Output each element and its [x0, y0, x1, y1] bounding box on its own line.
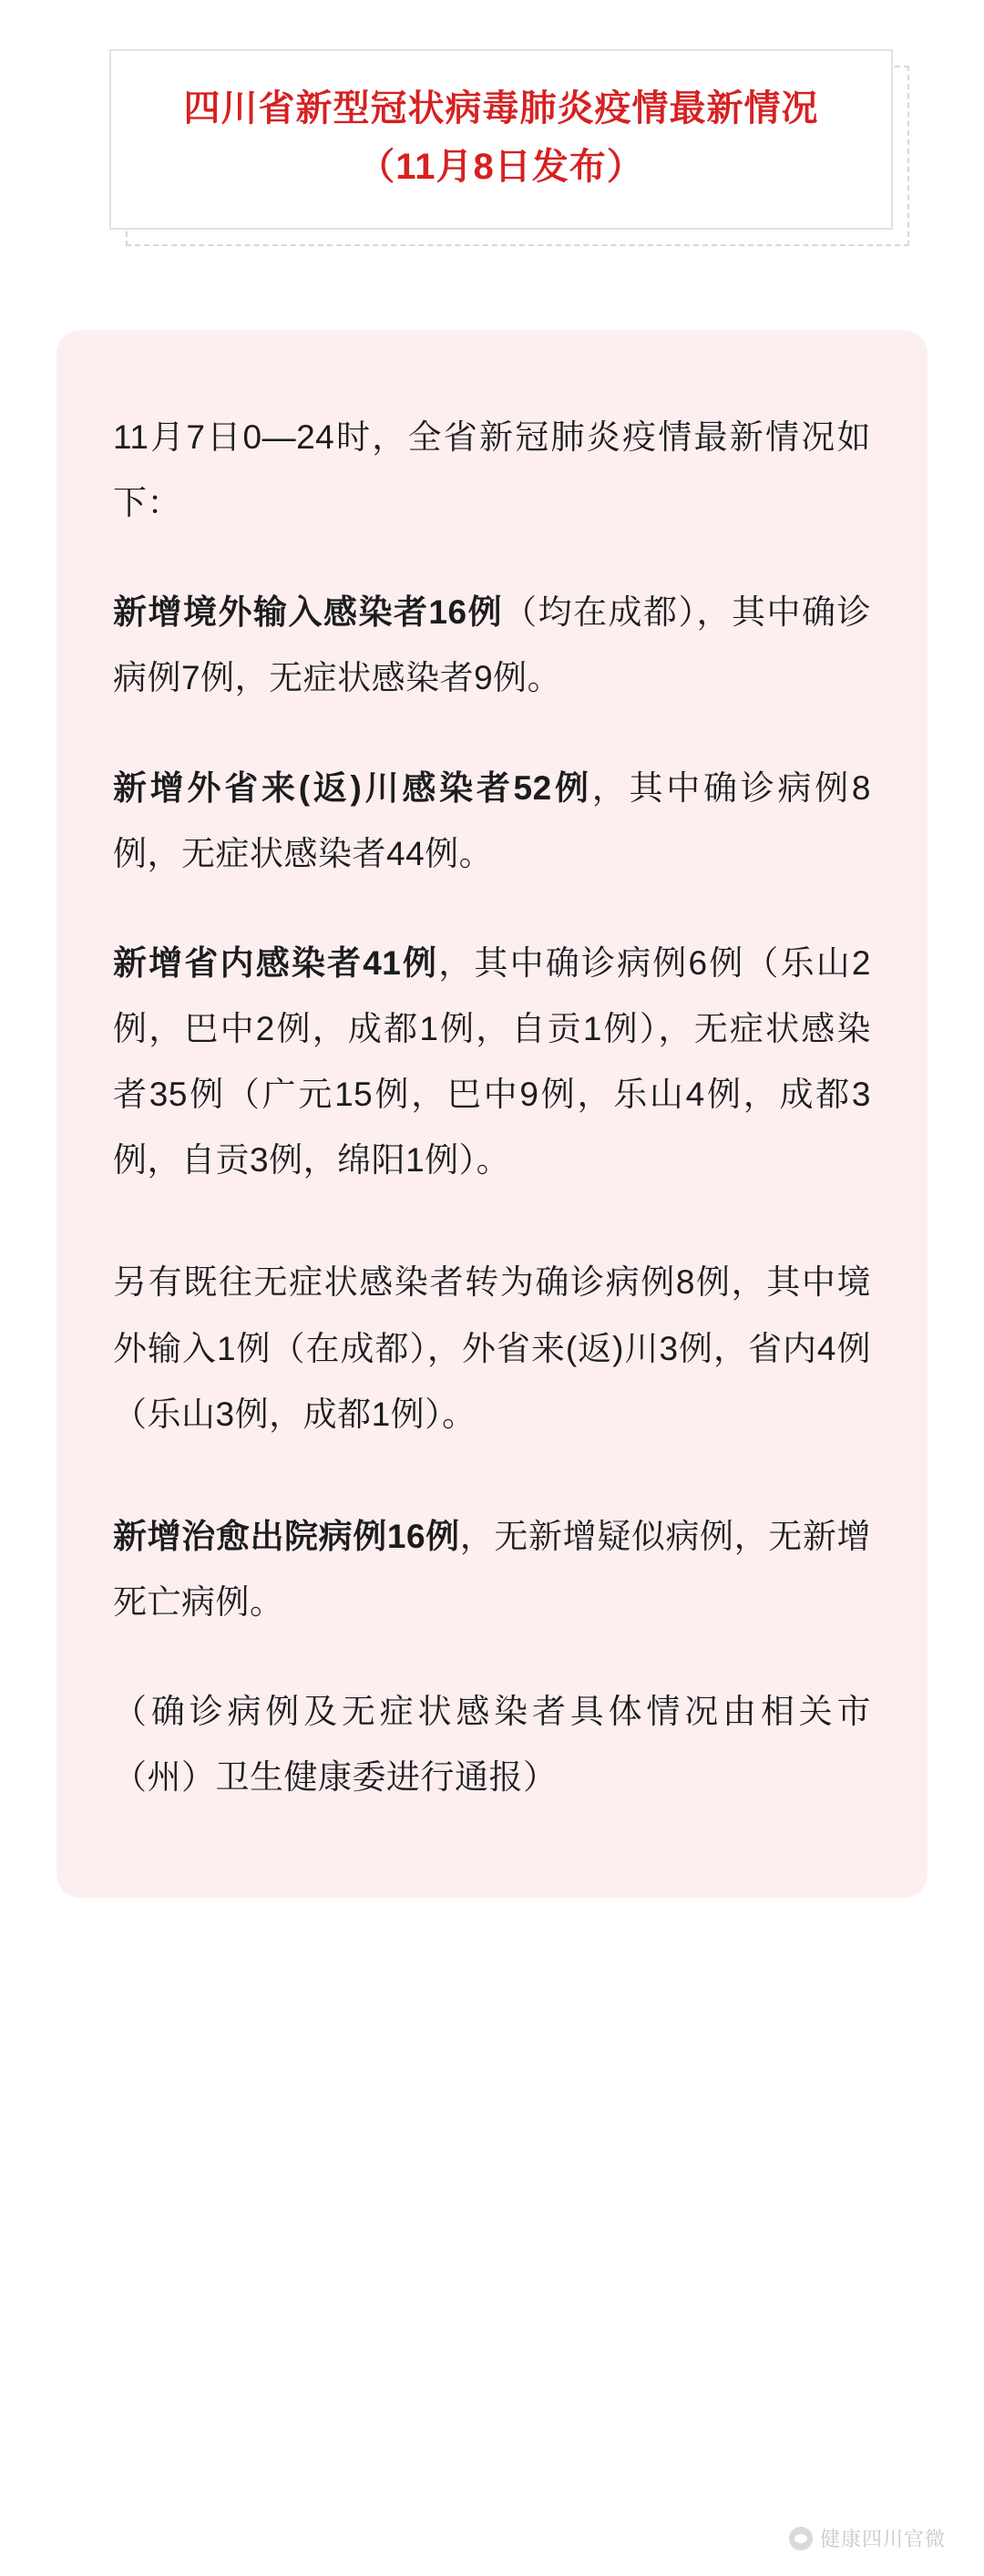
watermark-label: 健康四川官微: [819, 2528, 946, 2550]
page-title-line-1: 四川省新型冠状病毒肺炎疫情最新情况: [183, 88, 819, 129]
paragraph-in-province-cases-segment-1: ，其中确诊病例6例（乐山2例，巴中2例，成都1例，自贡1例），无症状感染者35例（广元15例，巴中9例，乐山4例，成都3例，自贡3例，绵阳1例）。: [113, 943, 872, 1180]
paragraph-out-of-province-cases-segment-1: ，其中确诊病例8例，无症状感染者44例。: [113, 768, 871, 872]
paragraph-intro-segment-0: 11月7日0—24时，全省新冠肺炎疫情最新情况如下：: [113, 418, 871, 522]
paragraph-imported-cases-segment-0: 新增境外输入感染者16例: [113, 593, 504, 632]
paragraph-imported-cases: [113, 580, 871, 711]
paragraph-intro: [113, 405, 871, 536]
page-title-line-2: （11月8日发布）: [358, 147, 644, 187]
paragraph-note-segment-0: （确诊病例及无症状感染者具体情况由相关市（州）卫生健康委进行通报）: [113, 1693, 871, 1797]
title-card: [109, 49, 893, 230]
paragraph-imported-cases-segment-1: （均在成都），其中确诊病例7例，无症状感染者9例。: [113, 593, 872, 697]
paragraph-discharged-cases-segment-1: ，无新增疑似病例，无新增死亡病例。: [113, 1517, 872, 1621]
paragraph-out-of-province-cases-segment-0: 新增外省来(返)川感染者52例: [113, 768, 592, 807]
watermark: [789, 2524, 946, 2552]
weibo-logo-icon: [789, 2527, 813, 2550]
paragraph-note: [113, 1679, 871, 1810]
paragraph-discharged-cases: [113, 1504, 871, 1635]
paragraph-list: [113, 405, 871, 1810]
report-body-card: [56, 330, 928, 1898]
paragraph-in-province-cases-segment-0: 新增省内感染者41例: [113, 943, 439, 982]
title-box: [109, 49, 893, 230]
paragraph-converted-cases-segment-0: 另有既往无症状感染者转为确诊病例8例，其中境外输入1例（在成都），外省来(返)川3例，省内4例（乐山3例，成都1例）。: [113, 1263, 871, 1433]
paragraph-converted-cases: [113, 1250, 871, 1447]
paragraph-in-province-cases: [113, 931, 871, 1194]
paragraph-out-of-province-cases: [113, 756, 871, 887]
poster-page: [0, 49, 984, 2576]
paragraph-discharged-cases-segment-0: 新增治愈出院病例16例: [113, 1517, 460, 1555]
